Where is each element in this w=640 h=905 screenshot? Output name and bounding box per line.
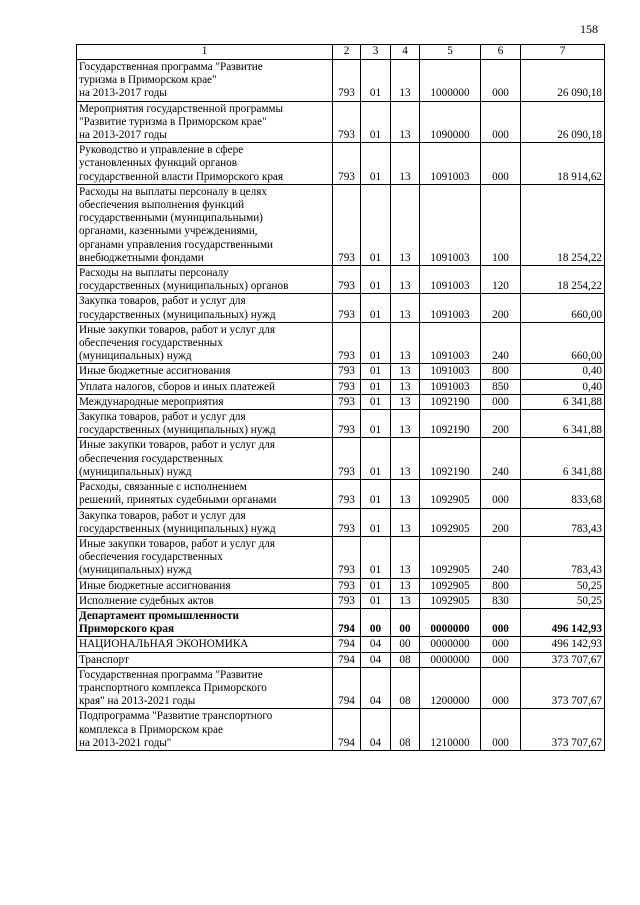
row-code-3-cell: 01 — [361, 578, 391, 593]
row-code-3-cell: 01 — [361, 143, 391, 185]
row-sum-cell: 18 254,22 — [521, 266, 605, 294]
row-name-cell: Государственная программа "Развитие туризма в Приморском крае" на 2013-2017 годы — [77, 60, 333, 102]
row-sum-cell: 6 341,88 — [521, 394, 605, 409]
row-code-5-cell: 1091003 — [420, 379, 481, 394]
row-code-6-cell: 000 — [481, 608, 521, 636]
row-code-4-cell: 13 — [391, 364, 420, 379]
row-code-3-cell: 01 — [361, 394, 391, 409]
row-code-4-cell: 13 — [391, 593, 420, 608]
row-code-2-cell: 794 — [333, 667, 361, 709]
row-code-2-cell: 793 — [333, 294, 361, 322]
row-code-6-cell: 000 — [481, 60, 521, 102]
table-row — [77, 143, 605, 185]
row-code-2-cell: 793 — [333, 480, 361, 508]
row-code-5-cell: 1092905 — [420, 480, 481, 508]
row-code-2-cell: 793 — [333, 101, 361, 143]
row-sum-cell: 26 090,18 — [521, 60, 605, 102]
row-code-3-cell: 01 — [361, 593, 391, 608]
row-code-6-cell: 830 — [481, 593, 521, 608]
row-code-2-cell: 794 — [333, 608, 361, 636]
table-row — [77, 379, 605, 394]
row-sum-cell: 373 707,67 — [521, 709, 605, 751]
row-code-6-cell: 000 — [481, 101, 521, 143]
row-name-cell: Иные закупки товаров, работ и услуг для обеспечения государственных (муниципальных) нужд — [77, 536, 333, 578]
row-code-2-cell: 793 — [333, 593, 361, 608]
row-code-3-cell: 00 — [361, 608, 391, 636]
row-code-4-cell: 13 — [391, 480, 420, 508]
row-code-6-cell: 000 — [481, 637, 521, 652]
row-sum-cell: 0,40 — [521, 364, 605, 379]
row-code-4-cell: 13 — [391, 410, 420, 438]
row-code-5-cell: 1091003 — [420, 184, 481, 265]
row-name-cell: Иные закупки товаров, работ и услуг для обеспечения государственных (муниципальных) нужд — [77, 438, 333, 480]
row-code-2-cell: 794 — [333, 637, 361, 652]
header-cell: 1 — [77, 45, 333, 60]
row-name-cell: Расходы на выплаты персоналу в целях обеспечения выполнения функций государственными (муниципальными) органами, казенными учреждениями, органами управления государственными внебюджетными фондами — [77, 184, 333, 265]
row-code-3-cell: 04 — [361, 667, 391, 709]
row-code-2-cell: 793 — [333, 379, 361, 394]
row-code-4-cell: 08 — [391, 667, 420, 709]
row-sum-cell: 496 142,93 — [521, 608, 605, 636]
row-code-5-cell: 1091003 — [420, 143, 481, 185]
row-code-4-cell: 00 — [391, 608, 420, 636]
table-row — [77, 593, 605, 608]
row-code-2-cell: 793 — [333, 438, 361, 480]
row-code-3-cell: 01 — [361, 438, 391, 480]
row-name-cell: Мероприятия государственной программы "Развитие туризма в Приморском крае" на 2013-2017 годы — [77, 101, 333, 143]
table-row — [77, 364, 605, 379]
row-code-3-cell: 04 — [361, 637, 391, 652]
row-code-3-cell: 01 — [361, 294, 391, 322]
row-name-cell: Департамент промышленности Приморского края — [77, 608, 333, 636]
row-code-6-cell: 000 — [481, 143, 521, 185]
row-name-cell: Иные закупки товаров, работ и услуг для обеспечения государственных (муниципальных) нужд — [77, 322, 333, 364]
table-row — [77, 266, 605, 294]
table-row — [77, 508, 605, 536]
header-cell: 5 — [420, 45, 481, 60]
row-name-cell: Иные бюджетные ассигнования — [77, 578, 333, 593]
row-code-6-cell: 000 — [481, 709, 521, 751]
row-code-6-cell: 200 — [481, 294, 521, 322]
row-sum-cell: 0,40 — [521, 379, 605, 394]
row-code-5-cell: 1092905 — [420, 508, 481, 536]
row-sum-cell: 18 914,62 — [521, 143, 605, 185]
row-code-5-cell: 1092905 — [420, 593, 481, 608]
row-code-5-cell: 1000000 — [420, 60, 481, 102]
table-row — [77, 184, 605, 265]
row-name-cell: Расходы, связанные с исполнением решений, принятых судебными органами — [77, 480, 333, 508]
row-code-4-cell: 13 — [391, 578, 420, 593]
row-code-5-cell: 1200000 — [420, 667, 481, 709]
row-code-3-cell: 01 — [361, 508, 391, 536]
row-code-4-cell: 13 — [391, 508, 420, 536]
row-code-2-cell: 794 — [333, 709, 361, 751]
row-code-4-cell: 08 — [391, 652, 420, 667]
row-code-6-cell: 850 — [481, 379, 521, 394]
row-code-6-cell: 000 — [481, 652, 521, 667]
table-row — [77, 709, 605, 751]
row-sum-cell: 26 090,18 — [521, 101, 605, 143]
row-code-2-cell: 793 — [333, 266, 361, 294]
row-sum-cell: 18 254,22 — [521, 184, 605, 265]
table-body — [77, 60, 605, 751]
row-code-5-cell: 1091003 — [420, 364, 481, 379]
row-code-4-cell: 08 — [391, 709, 420, 751]
row-code-6-cell: 240 — [481, 438, 521, 480]
table-row — [77, 294, 605, 322]
row-code-4-cell: 00 — [391, 637, 420, 652]
row-code-6-cell: 120 — [481, 266, 521, 294]
row-code-4-cell: 13 — [391, 143, 420, 185]
header-cell: 2 — [333, 45, 361, 60]
row-code-6-cell: 000 — [481, 394, 521, 409]
row-sum-cell: 373 707,67 — [521, 652, 605, 667]
row-code-6-cell: 240 — [481, 322, 521, 364]
row-code-4-cell: 13 — [391, 322, 420, 364]
table-row — [77, 578, 605, 593]
row-code-3-cell: 01 — [361, 322, 391, 364]
row-code-2-cell: 793 — [333, 184, 361, 265]
row-sum-cell: 6 341,88 — [521, 438, 605, 480]
row-name-cell: Подпрограмма "Развитие транспортного комплекса в Приморском крае на 2013-2021 годы" — [77, 709, 333, 751]
row-code-4-cell: 13 — [391, 60, 420, 102]
row-name-cell: Исполнение судебных актов — [77, 593, 333, 608]
row-code-5-cell: 1092190 — [420, 394, 481, 409]
row-sum-cell: 6 341,88 — [521, 410, 605, 438]
row-code-2-cell: 793 — [333, 364, 361, 379]
row-code-4-cell: 13 — [391, 379, 420, 394]
page-number: 158 — [580, 22, 598, 36]
row-code-6-cell: 200 — [481, 508, 521, 536]
row-sum-cell: 783,43 — [521, 536, 605, 578]
row-code-4-cell: 13 — [391, 294, 420, 322]
header-cell: 4 — [391, 45, 420, 60]
row-code-3-cell: 01 — [361, 379, 391, 394]
row-name-cell: Руководство и управление в сфере установленных функций органов государственной власти Приморского края — [77, 143, 333, 185]
table-row — [77, 438, 605, 480]
row-code-5-cell: 1092905 — [420, 536, 481, 578]
row-name-cell: Международные мероприятия — [77, 394, 333, 409]
table-row — [77, 60, 605, 102]
row-name-cell: Расходы на выплаты персоналу государственных (муниципальных) органов — [77, 266, 333, 294]
row-code-6-cell: 800 — [481, 364, 521, 379]
row-code-5-cell: 1092905 — [420, 578, 481, 593]
header-cell: 6 — [481, 45, 521, 60]
row-code-6-cell: 200 — [481, 410, 521, 438]
row-code-6-cell: 000 — [481, 480, 521, 508]
row-code-5-cell: 0000000 — [420, 608, 481, 636]
row-code-5-cell: 0000000 — [420, 652, 481, 667]
row-code-2-cell: 793 — [333, 536, 361, 578]
table-row — [77, 637, 605, 652]
row-name-cell: Закупка товаров, работ и услуг для государственных (муниципальных) нужд — [77, 508, 333, 536]
row-code-5-cell: 1210000 — [420, 709, 481, 751]
table-row — [77, 394, 605, 409]
row-code-3-cell: 01 — [361, 60, 391, 102]
table-row — [77, 667, 605, 709]
row-code-2-cell: 793 — [333, 578, 361, 593]
row-code-5-cell: 1091003 — [420, 266, 481, 294]
row-code-5-cell: 1092190 — [420, 410, 481, 438]
row-code-2-cell: 793 — [333, 508, 361, 536]
row-code-3-cell: 01 — [361, 364, 391, 379]
row-name-cell: Закупка товаров, работ и услуг для государственных (муниципальных) нужд — [77, 294, 333, 322]
header-cell: 3 — [361, 45, 391, 60]
row-code-5-cell: 0000000 — [420, 637, 481, 652]
row-code-6-cell: 800 — [481, 578, 521, 593]
row-code-2-cell: 793 — [333, 394, 361, 409]
table-row — [77, 652, 605, 667]
row-sum-cell: 373 707,67 — [521, 667, 605, 709]
row-code-5-cell: 1090000 — [420, 101, 481, 143]
row-name-cell: Закупка товаров, работ и услуг для государственных (муниципальных) нужд — [77, 410, 333, 438]
row-code-4-cell: 13 — [391, 266, 420, 294]
row-code-4-cell: 13 — [391, 438, 420, 480]
row-code-5-cell: 1091003 — [420, 294, 481, 322]
header-cell: 7 — [521, 45, 605, 60]
row-code-4-cell: 13 — [391, 536, 420, 578]
row-sum-cell: 660,00 — [521, 294, 605, 322]
table-row — [77, 322, 605, 364]
row-sum-cell: 660,00 — [521, 322, 605, 364]
row-code-3-cell: 01 — [361, 536, 391, 578]
row-code-3-cell: 01 — [361, 184, 391, 265]
row-code-3-cell: 01 — [361, 410, 391, 438]
budget-table — [76, 44, 605, 751]
row-code-2-cell: 794 — [333, 652, 361, 667]
row-name-cell: НАЦИОНАЛЬНАЯ ЭКОНОМИКА — [77, 637, 333, 652]
table-row — [77, 101, 605, 143]
row-sum-cell: 783,43 — [521, 508, 605, 536]
header-row — [77, 45, 605, 60]
row-code-2-cell: 793 — [333, 60, 361, 102]
row-code-6-cell: 240 — [481, 536, 521, 578]
row-code-3-cell: 04 — [361, 709, 391, 751]
row-code-4-cell: 13 — [391, 101, 420, 143]
row-sum-cell: 50,25 — [521, 593, 605, 608]
table-row — [77, 536, 605, 578]
table-row — [77, 608, 605, 636]
row-name-cell: Уплата налогов, сборов и иных платежей — [77, 379, 333, 394]
row-code-2-cell: 793 — [333, 143, 361, 185]
row-code-4-cell: 13 — [391, 184, 420, 265]
row-name-cell: Иные бюджетные ассигнования — [77, 364, 333, 379]
row-code-4-cell: 13 — [391, 394, 420, 409]
row-code-5-cell: 1091003 — [420, 322, 481, 364]
row-sum-cell: 496 142,93 — [521, 637, 605, 652]
row-code-3-cell: 01 — [361, 480, 391, 508]
row-code-6-cell: 100 — [481, 184, 521, 265]
row-code-5-cell: 1092190 — [420, 438, 481, 480]
row-code-3-cell: 04 — [361, 652, 391, 667]
row-sum-cell: 833,68 — [521, 480, 605, 508]
row-code-3-cell: 01 — [361, 266, 391, 294]
row-name-cell: Государственная программа "Развитие транспортного комплекса Приморского края" на 2013-2021 годы — [77, 667, 333, 709]
row-sum-cell: 50,25 — [521, 578, 605, 593]
row-code-3-cell: 01 — [361, 101, 391, 143]
row-name-cell: Транспорт — [77, 652, 333, 667]
table-row — [77, 410, 605, 438]
row-code-2-cell: 793 — [333, 322, 361, 364]
row-code-6-cell: 000 — [481, 667, 521, 709]
row-code-2-cell: 793 — [333, 410, 361, 438]
table-row — [77, 480, 605, 508]
